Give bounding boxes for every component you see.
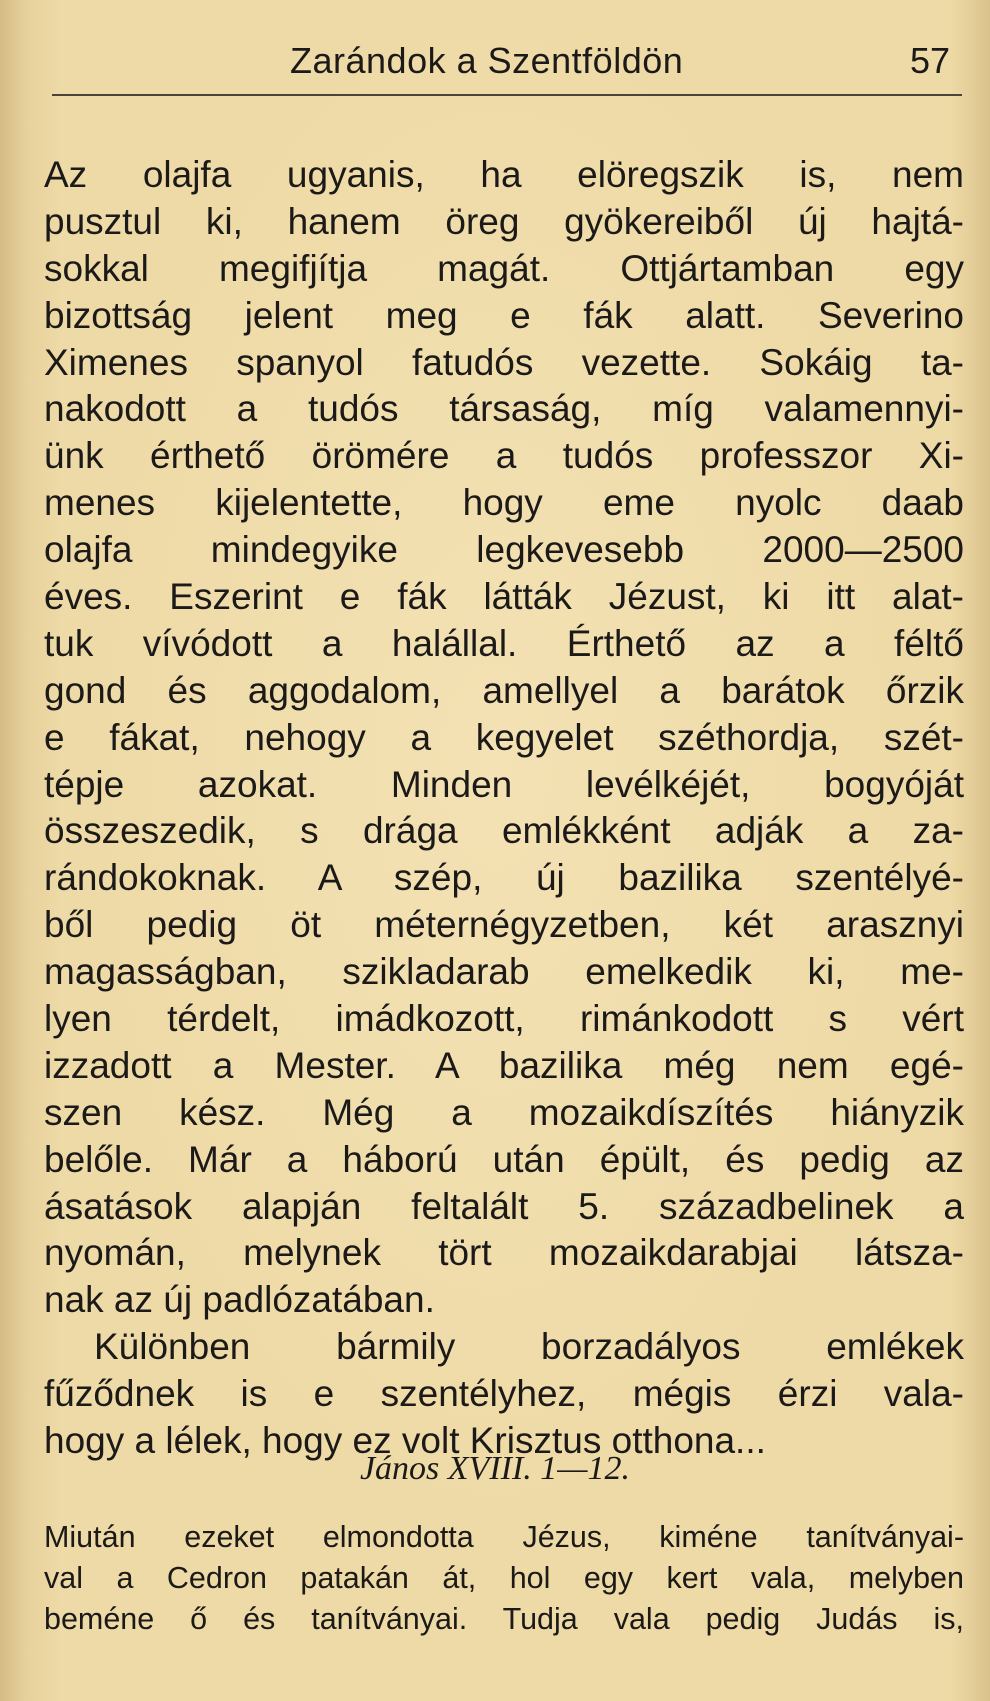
text-line: nyomán, melynek tört mozaikdarabjai látsza- (44, 1232, 964, 1274)
text-line: Ximenes spanyol fatudós vezette. Sokáig ta- (44, 341, 964, 383)
header-rule (52, 94, 962, 96)
text-line: menes kijelentette, hogy eme nyolc daab (44, 482, 964, 524)
text-line: tuk vívódott a halállal. Érthető az a féltő (44, 622, 964, 664)
text-line: fűződnek is e szentélyhez, mégis érzi vala- (44, 1373, 964, 1415)
text-line: ásatások alapján feltalált 5. századbelinek a (44, 1185, 964, 1227)
text-line: sokkal megifjítja magát. Ottjártamban egy (44, 247, 964, 289)
text-line: éves. Eszerint e fák látták Jézust, ki itt alat- (44, 576, 964, 618)
text-line: belőle. Már a háború után épült, és pedig az (44, 1138, 964, 1180)
page-number: 57 (909, 40, 950, 81)
text-line: tépje azokat. Minden levélkéjét, bogyóját (44, 763, 964, 805)
text-line: nakodott a tudós társaság, míg valamennyi- (44, 388, 964, 430)
text-line: nak az új padlózatában. (44, 1279, 435, 1321)
text-line: pusztul ki, hanem öreg gyökereiből új hajtá- (44, 200, 964, 242)
gospel-line: Miután ezeket elmondotta Jézus, kiméne tanítványai- (44, 1520, 964, 1554)
text-line: izzadott a Mester. A bazilika még nem egé- (44, 1044, 964, 1086)
text-line: Különben bármily borzadályos emlékek (94, 1326, 964, 1368)
text-line: magasságban, szikladarab emelkedik ki, me- (44, 951, 964, 993)
gospel-line: beméne ő és tanítványai. Tudja vala pedig Judás is, (44, 1602, 964, 1636)
text-line: ünk érthető örömére a tudós professzor Xi- (44, 435, 964, 477)
text-line: e fákat, nehogy a kegyelet széthordja, szét- (44, 716, 964, 758)
text-line: olajfa mindegyike legkevesebb 2000—2500 (44, 529, 964, 571)
text-line: összeszedik, s drága emlékként adják a za- (44, 810, 964, 852)
text-line: bizottság jelent meg e fák alatt. Severino (44, 294, 964, 336)
text-line: Az olajfa ugyanis, ha elöregszik is, nem (44, 154, 964, 195)
text-line: rándokoknak. A szép, új bazilika szentélyé- (44, 857, 964, 899)
text-line: szen kész. Még a mozaikdíszítés hiányzik (44, 1091, 964, 1133)
scripture-citation: János XVIII. 1—12. (359, 1450, 631, 1487)
text-line: lyen térdelt, imádkozott, rimánkodott s vért (44, 998, 964, 1040)
gospel-line: val a Cedron patakán át, hol egy kert vala, melyben (44, 1561, 964, 1595)
gospel-passage (44, 1517, 964, 1640)
running-head-title: Zarándok a Szentföldön (290, 40, 684, 81)
text-line: hogy a lélek, hogy ez volt Krisztus otthona... (44, 1420, 766, 1462)
body-paragraphs (44, 152, 964, 1465)
text-line: ből pedig öt méternégyzetben, két arasznyi (44, 904, 964, 946)
text-line: gond és aggodalom, amellyel a barátok őrzik (44, 669, 964, 711)
